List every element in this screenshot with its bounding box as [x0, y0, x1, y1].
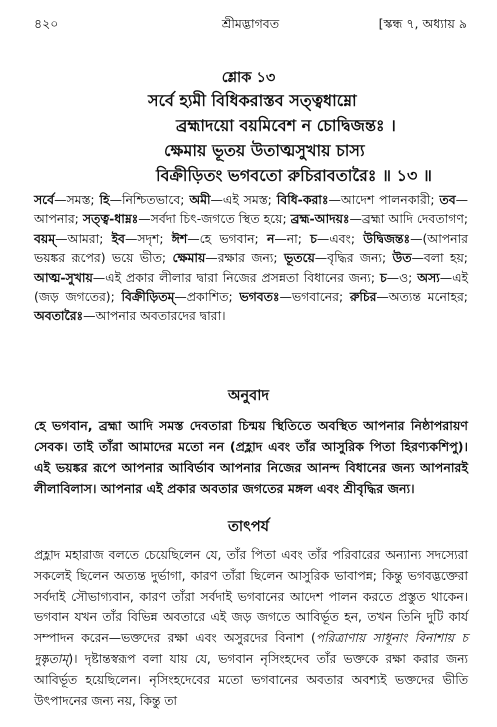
synonym-meaning: ভগবানের; [291, 289, 344, 305]
synonym-meaning: এবং; [329, 230, 356, 246]
synonym-term: ভূতয়ে [283, 250, 315, 266]
synonym-meaning: অত্যন্ত মনোহর; [388, 289, 468, 305]
synonym-meaning: (আপনার ভয়ঙ্কর রূপের) ভয়ে ভীত; [34, 230, 468, 266]
synonym-term: চ [310, 230, 317, 246]
synonym-meaning: আমরা; [67, 230, 104, 246]
book-title: শ্রীমদ্ভাগবত [221, 16, 280, 31]
purport-text-part: )। দৃষ্টান্তস্বরূপ বলা যায় যে, ভগবান নৃসিংহদেব তাঁর ভক্তকে রক্ষা করার জন্য আবির্ভূত হয়েছিলেন। নৃসিংহদেবের মতো ভগবানের অবতার অবশ্যই ভক্তদের ভীতি উৎপাদনের জন্য নয়, কিন্তু তা [34, 651, 468, 708]
synonym-term: ইব [111, 230, 125, 246]
synonym-term: বয়ম্ [34, 230, 56, 246]
synonym-term: অস্য [417, 269, 440, 285]
synonym-meaning: প্রকাশিত; [186, 289, 233, 305]
synonym-meaning: এই সমস্ত; [222, 192, 272, 207]
synonym-meaning: ও; [399, 269, 413, 285]
page-number: ৪২০ [34, 16, 59, 31]
synonym-term: সর্বে [34, 192, 55, 207]
synonym-meaning: আপনার অবতারদের দ্বারা। [95, 308, 226, 324]
synonym-term: ভগবতঃ [239, 289, 280, 305]
synonym-meaning: বৃদ্ধির জন্য; [327, 250, 387, 266]
purport-text [34, 545, 468, 711]
synonym-meaning: না; [286, 230, 302, 246]
synonym-term: সত্ত্ব-ধাম্নঃ [82, 211, 139, 227]
verse-line: ক্ষেমায় ভূতয় উতাত্মসুখায় চাস্য [164, 141, 365, 160]
synonym-term: হি [99, 192, 110, 207]
synonym-meaning: এই (জড় জগতের); [34, 269, 468, 305]
synonym-term: আত্ম-সুখায় [34, 269, 93, 285]
synonym-term: বিক্রীড়িতম্ [121, 289, 175, 305]
synonym-meaning: ব্রহ্মা আদি দেবতাগণ; [361, 211, 468, 227]
synonym-term: ঈশ [171, 230, 188, 246]
synonym-term: উদ্বিজন্তঃ [363, 230, 411, 246]
synonym-term: চ [379, 269, 387, 285]
verse-line: সর্বে হ্যমী বিধিকরাস্তব সত্ত্বধাম্নো [148, 91, 357, 110]
synonym-meaning: আদেশ পালনকারী; [340, 192, 435, 207]
synonym-meaning: আপনার; [34, 211, 79, 227]
synonym-term: ব্রহ্ম-আদয়ঃ [290, 211, 350, 227]
synonym-meaning: সমস্ত; [66, 192, 95, 207]
synonym-term: উত [392, 250, 412, 266]
chapter-reference: [স্কন্ধ ৭, অধ্যায় ৯ [378, 16, 467, 31]
purport-heading: তাৎপর্য [227, 519, 270, 535]
synonym-meaning: হে ভগবান; [199, 230, 259, 246]
synonym-meaning: সর্বদা চিৎ-জগতে স্থিত হয়ে; [150, 211, 287, 227]
synonym-term: তব [439, 192, 456, 207]
synonym-meaning: নিশ্চিতভাবে; [121, 192, 185, 207]
verse-heading: শ্লোক ১৩ [221, 70, 276, 86]
synonym-term: অমী [189, 192, 211, 207]
purport-quote: পরিত্রাণায় সাধূনাং বিনাশায় চ দুষ্কৃতাম্ [34, 631, 468, 666]
page-header [34, 16, 467, 36]
synonym-meaning: বলা হয়; [423, 250, 468, 266]
verse-line: ব্রহ্মাদয়ো বয়মিবেশ ন চোদ্বিজন্তঃ । [176, 116, 396, 135]
synonym-term: রুচির [349, 289, 377, 305]
synonym-term: অবতারৈঃ [34, 308, 84, 324]
synonym-meaning: রক্ষার জন্য; [217, 250, 278, 266]
synonym-meaning: সদৃশ; [137, 230, 164, 246]
purport-text-part: প্রহ্লাদ মহারাজ বলতে চেয়েছিলেন যে, তাঁর পিতা এবং তাঁর পরিবারের অন্যান্য সদস্যেরা সকলেই ছিলেন অত্যন্ত দুর্ভাগা, কারণ তাঁরা ছিলেন আসুরিক ভাবাপন্ন; কিন্তু ভগবদ্ভক্তেরা সর্বদাই সৌভাগ্যবান, কারণ তাঁরা সর্বদাই ভগবানের আদেশ পালন করতে প্রস্তুত থাকেন। ভগবান যখন তাঁর বিভিন্ন অবতারে এই জড় জগতে আবির্ভূত হন, তখন তিনি দুটি কার্য সম্পাদন করেন—ভক্তদের রক্ষা এবং অসুরদের বিনাশ ( [34, 548, 468, 646]
verse-line: বিক্রীড়িতং ভগবতো রুচিরাবতারৈঃ ॥ ১৩ ॥ [156, 166, 432, 185]
translation-text: হে ভগবান, ব্রহ্মা আদি সমস্ত দেবতারা চিন্ময় স্থিতিতে অবস্থিত আপনার নিষ্ঠাপরায়ণ সেবক। তাই তাঁরা আমাদের মতো নন (প্রহ্লাদ এবং তাঁর আসুরিক পিতা হিরণ্যকশিপু)। এই ভয়ঙ্কর রূপে আপনার আবির্ভাব আপনার নিজের আনন্দ বিধানের জন্য আপনারই লীলাবিলাস। আপনার এই প্রকার অবতার জগতের মঙ্গল এবং শ্রীবৃদ্ধির জন্য। [34, 418, 468, 496]
synonym-term: বিধি-করাঃ [276, 192, 329, 207]
synonym-meaning: এই প্রকার লীলার দ্বারা নিজের প্রসন্নতা বিধানের জন্য; [105, 269, 376, 285]
synonym-term: ক্ষেমায় [172, 250, 206, 266]
translation-heading: অনুবাদ [227, 388, 270, 404]
word-for-word-synonyms: সর্বে—সমস্ত; হি—নিশ্চিতভাবে; অমী—এই সমস্ত; বিধি-করাঃ—আদেশ পালনকারী; তব—আপনার; সত্ত্ব-ধাম্নঃ—সর্বদা চিৎ-জগতে স্থিত হয়ে; ব্রহ্ম-আদয়ঃ—ব্রহ্মা আদি দেবতাগণ; বয়ম্—আমরা; ইব—সদৃশ; ঈশ—হে ভগবান; ন—না; চ—এবং; উদ্বিজন্তঃ—(আপনার ভয়ঙ্কর রূপের) ভয়ে ভীত; ক্ষেমায়—রক্ষার জন্য; ভূতয়ে—বৃদ্ধির জন্য; উত—বলা হয়; আত্ম-সুখায়—এই প্রকার লীলার দ্বারা নিজের প্রসন্নতা বিধানের জন্য; চ—ও; অস্য—এই (জড় জগতের); বিক্রীড়িতম্—প্রকাশিত; ভগবতঃ—ভগবানের; রুচির—অত্যন্ত মনোহর; অবতারৈঃ—আপনার অবতারদের দ্বারা। [34, 192, 468, 324]
synonym-term: ন [266, 230, 275, 246]
